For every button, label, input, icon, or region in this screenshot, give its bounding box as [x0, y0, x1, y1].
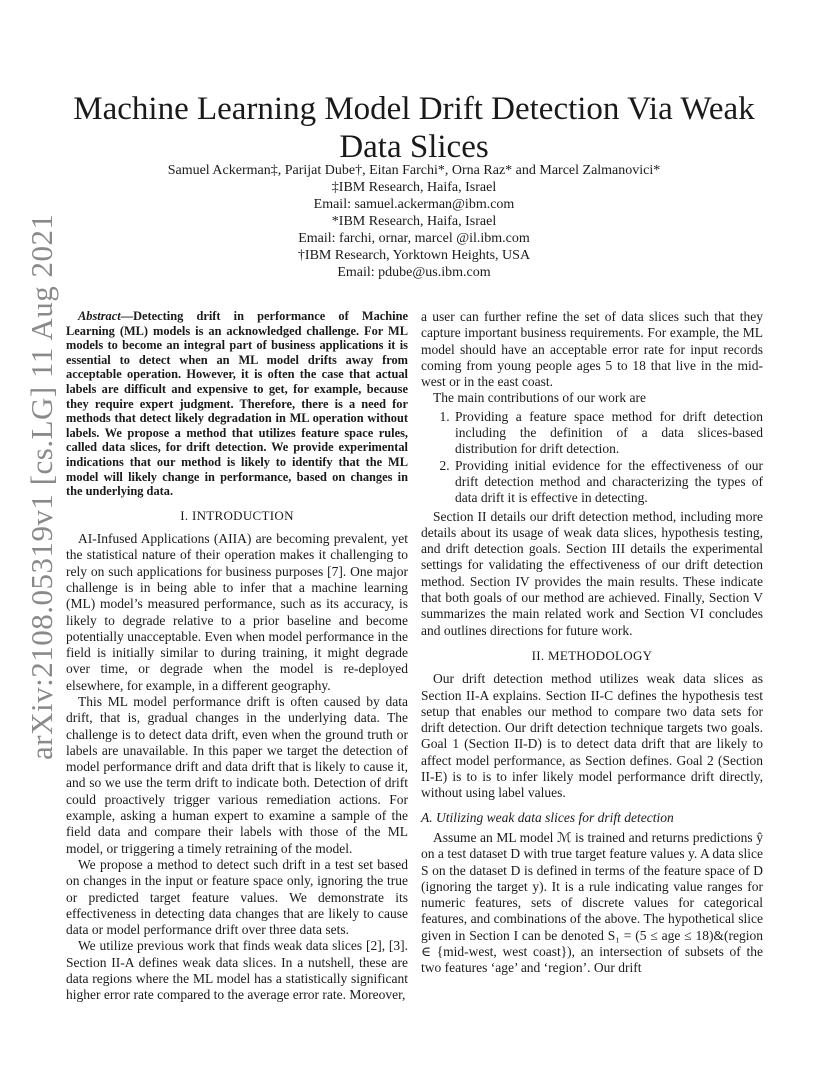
methodology-paragraph-2: Assume an ML model ℳ is trained and returns predictions ŷ on a test dataset D with true target feature values y. A data slice S on the dataset D is defined in terms of the feature space of D (ignoring the target y). It is a rule indicating value ranges for numeric features, sets of discrete values for categorical features, and combinations of the above. The hypothetical slice given in Section I can be denoted S₁ = (5 ≤ age ≤ 18)&(region ∈ {mid-west, west coast}), an intersection of subsets of the two features ‘age’ and ‘region’. Our drift [421, 829, 763, 976]
affiliation-2: *IBM Research, Haifa, Israel [331, 214, 497, 229]
intro-paragraph-6: Section II details our drift detection method, including more details about its usage of weak data slices, hypothesis testing, and drift detection goals. Section III details the experimental settings for validating the effectiveness of our drift detection method. Section IV provides the main results. These indicate that both goals of our method are achieved. Finally, Section V summarizes the main related work and Section VI concludes and outlines directions for future work. [421, 508, 763, 638]
subsection-heading: A. Utilizing weak data slices for drift detection [421, 809, 674, 825]
intro-paragraph-3: We propose a method to detect such drift in a test set based on changes in the input or feature space only, ignoring the true or predicted target feature values. We demonstrate its effectiveness in detecting data changes that are likely to cause data or model performance drift over three data sets. [66, 856, 408, 938]
left-column [66, 309, 408, 1004]
abstract-label: Abstract [78, 309, 121, 323]
affiliation-3: †IBM Research, Yorktown Heights, USA [297, 248, 531, 263]
list-item: 2. Providing initial evidence for the effectiveness of our drift detection method and characterizing the types of data drift it is effective in detecting. [453, 458, 763, 507]
list-item: 1. Providing a feature space method for drift detection including the definition of a data slices-based distribution for drift detection. [453, 409, 763, 458]
methodology-paragraph-1: Our drift detection method utilizes weak data slices as Section II-A explains. Section II-C defines the hypothesis test setup that enables our method to compare two data sets for drift detection. Our drift detection technique targets two goals. Goal 1 (Section II-D) is to detect data drift that are likely to affect model performance, as Section defines. Goal 2 (Section II-E) is to is to infer likely model performance drift directly, without using label values. [421, 671, 763, 801]
email-2: Email: farchi, ornar, marcel @il.ibm.com [298, 231, 530, 246]
author-names: Samuel Ackerman‡, Parijat Dube†, Eitan Farchi*, Orna Raz* and Marcel Zalmanovici* [167, 163, 661, 178]
arxiv-identifier: arXiv:2108.05319v1 [cs.LG] 11 Aug 2021 [24, 213, 59, 760]
intro-paragraph-2: This ML model performance drift is often caused by data drift, that is, gradual changes in the underlying data. The challenge is to detect data drift, even when the ground truth or labels are unavailable. In this paper we target the detection of model performance drift and data drift that is likely to cause it, and so we use the term drift to indicate both. Detection of drift could proactively trigger various remediation actions. For example, asking a human expert to examine a sample of the field data and compare their labels with those of the ML model, or triggering a timely retraining of the model. [66, 693, 408, 856]
intro-paragraph-1: AI-Infused Applications (AIIA) are becoming prevalent, yet the statistical nature of their operation makes it challenging to rely on such applications for business purposes [7]. One major challenge is in being able to infer that a machine learning (ML) model’s measured performance, such as its accuracy, is likely to degrade relative to a prior baseline and become potentially unacceptable. Even when model performance in the field is initially similar to during training, it might degrade over time, or degrade when the model is re-deployed elsewhere, for example, in a different geography. [66, 531, 408, 693]
right-column [421, 309, 763, 977]
section-heading-methodology: II. METHODOLOGY [531, 647, 653, 663]
email-1: Email: samuel.ackerman@ibm.com [313, 197, 515, 212]
contributions-intro: The main contributions of our work are [433, 390, 646, 406]
affiliation-1: ‡IBM Research, Haifa, Israel [331, 180, 497, 195]
abstract-text: —Detecting drift in performance of Machine Learning (ML) models is an acknowledged challenge. For ML models to become an integral part of business applications it is essential to detect when an ML model drifts away from acceptable operation. However, it is often the case that actual labels are difficult and expensive to get, for example, because they require expert judgment. Therefore, there is a need for methods that detect likely degradation in ML operation without labels. We propose a method that utilizes feature space rules, called data slices, for drift detection. We provide experimental indications that our method is likely to identify that the ML model will likely change in performance, based on changes in the underlying data. [66, 309, 408, 499]
abstract [66, 309, 408, 499]
paper-title: Machine Learning Model Drift Detection Via Weak Data Slices [73, 91, 755, 166]
email-3: Email: pdube@us.ibm.com [337, 265, 491, 280]
intro-paragraph-5: a user can further refine the set of data slices such that they capture important business requirements. For example, the ML model should have an acceptable error rate for input records coming from young people ages 5 to 18 that live in the mid-west or in the east coast. [421, 309, 763, 390]
author-block [0, 162, 828, 281]
contributions-list [421, 409, 763, 507]
intro-paragraph-4: We utilize previous work that finds weak data slices [2], [3]. Section II-A defines weak data slices. In a nutshell, these are data regions where the ML model has a statistically significant higher error rate compared to the average error rate. Moreover, [66, 938, 408, 1003]
section-heading-introduction: I. INTRODUCTION [180, 507, 294, 523]
